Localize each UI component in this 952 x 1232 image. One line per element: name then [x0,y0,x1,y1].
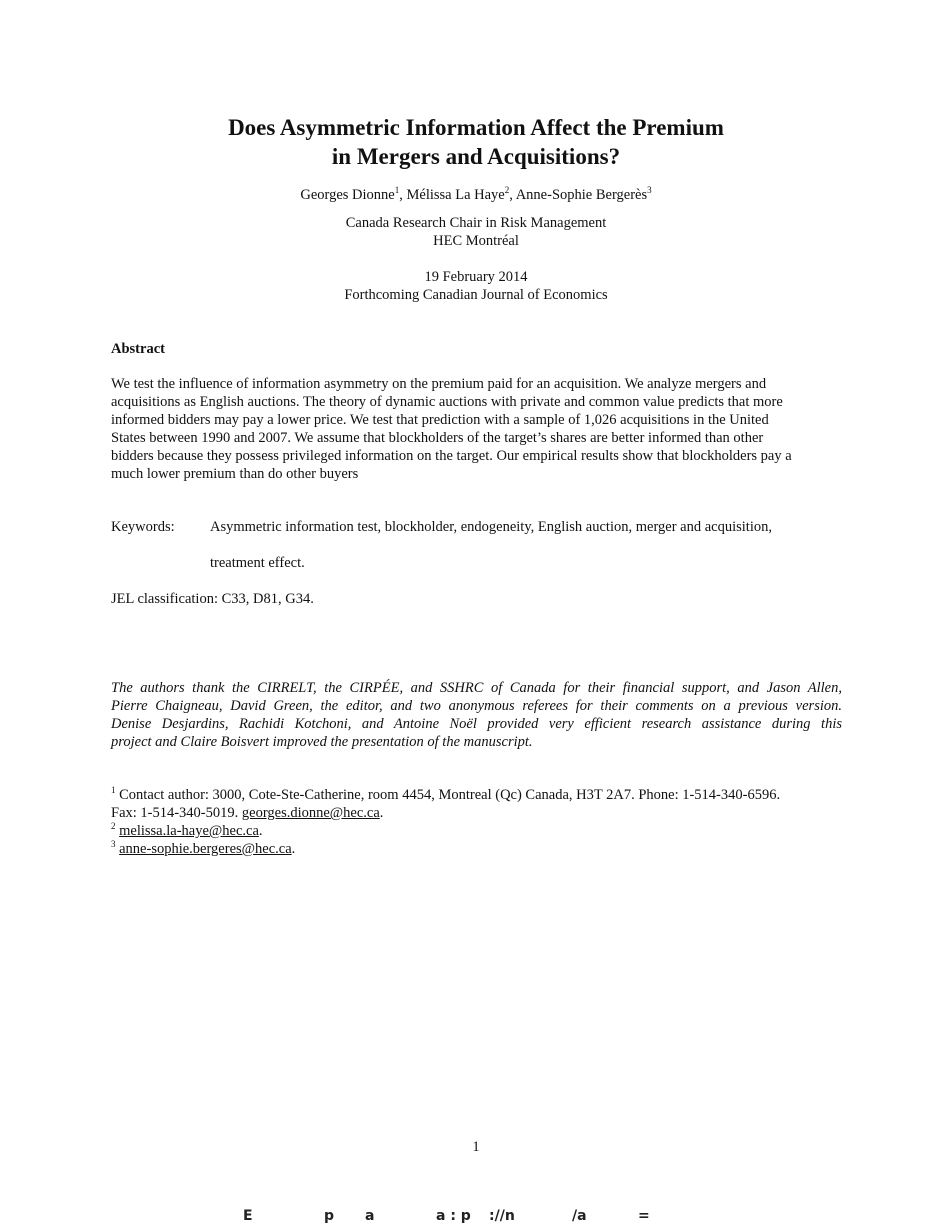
paper-date: 19 February 2014 [424,269,528,285]
author-footnote-mark: 3 [647,185,652,195]
author-name: Georges Dionne [300,187,395,203]
affiliation [0,214,952,250]
keywords-line-1: Asymmetric information test, blockholder, endogeneity, English auction, merger and acquisition, [210,519,772,535]
footer-fragment: p [324,1208,335,1224]
footnote-2: $^2$ melissa.la-haye@hec.ca. [111,821,263,839]
footnote-mark: 3 [111,839,116,849]
acknowledgement-line: The authors thank the CIRRELT, the CIRPÉE, and SSHRC of Canada for their financial support, and Jason Allen, [111,680,842,696]
footnote-mark: 2 [111,821,116,831]
footer-fragment: = [638,1208,650,1224]
affiliation-line-1: Canada Research Chair in Risk Management [345,215,607,231]
acknowledgement-line: Pierre Chaigneau, David Green, the editor, and two anonymous referees for their comments on a previous version. [111,698,842,714]
email-link-la-haye[interactable]: melissa.la-haye@hec.ca [119,823,259,839]
acknowledgement-line: Denise Desjardins, Rachidi Kotchoni, and Antoine Noël provided very efficient research assistance during this [111,716,842,732]
paper-title [0,113,952,171]
footer-fragment: ://n [489,1208,515,1224]
footer-fragment: /a [572,1208,587,1224]
author-name: Anne-Sophie Bergerès [515,187,648,203]
footnote-1-continued: Fax: 1-514-340-5019. georges.dionne@hec.ca. [111,805,384,821]
footnote-3: $^3$ anne-sophie.bergeres@hec.ca. [111,839,296,857]
abstract-body [111,375,842,483]
abstract-line: States between 1990 and 2007. We assume that blockholders of the target’s shares are better informed than other [111,430,764,446]
email-link-bergeres[interactable]: anne-sophie.bergeres@hec.ca [119,841,292,857]
publication-info [0,268,952,304]
footnotes [111,786,842,858]
footer-fragment: a : p [436,1208,471,1224]
footnote-mark: 1 [111,785,116,795]
abstract-line: acquisitions as English auctions. The theory of dynamic auctions with private and common value predicts that more [111,394,783,410]
forthcoming-note: Forthcoming Canadian Journal of Economics [344,287,608,303]
abstract-heading: Abstract [111,341,165,357]
abstract-line: informed bidders may pay a lower price. We test that prediction with a sample of 1,026 acquisitions in the United [111,412,769,428]
keywords-line-2: treatment effect. [210,555,305,571]
acknowledgement-line: project and Claire Boisvert improved the presentation of the manuscript. [111,734,533,750]
title-line-1: Does Asymmetric Information Affect the Premium [228,115,724,140]
abstract-line: bidders because they possess privileged information on the target. Our empirical results show that blockholders pay a [111,448,792,464]
footnote-1-text: Contact author: 3000, Cote-Ste-Catherine, room 4454, Montreal (Qc) Canada, H3T 2A7. Phone: 1-514-340-6596. [119,787,781,803]
page-number: 1 [472,1139,480,1155]
jel-classification: JEL classification: C33, D81, G34. [111,591,314,607]
abstract-line: We test the influence of information asymmetry on the premium paid for an acquisition. We analyze mergers and [111,376,767,392]
footnote-1 [111,786,842,804]
author-list: Georges Dionne$^1$, Mélissa La Haye$^2$, Anne-Sophie Bergerès$^3$ [300,185,652,203]
garbled-footer [0,1208,952,1226]
author-name: Mélissa La Haye [406,187,505,203]
affiliation-line-2: HEC Montréal [433,233,519,249]
author-footnote-mark: 1 [394,185,400,195]
acknowledgement [111,679,842,751]
title-line-2: in Mergers and Acquisitions? [331,144,621,169]
email-link-dionne[interactable]: georges.dionne@hec.ca [241,805,380,821]
footer-fragment: E [243,1208,253,1224]
abstract-line: much lower premium than do other buyers [111,466,359,482]
footer-fragment: a [365,1208,375,1224]
keywords-label: Keywords: [111,519,175,535]
author-footnote-mark: 2 [504,185,510,195]
